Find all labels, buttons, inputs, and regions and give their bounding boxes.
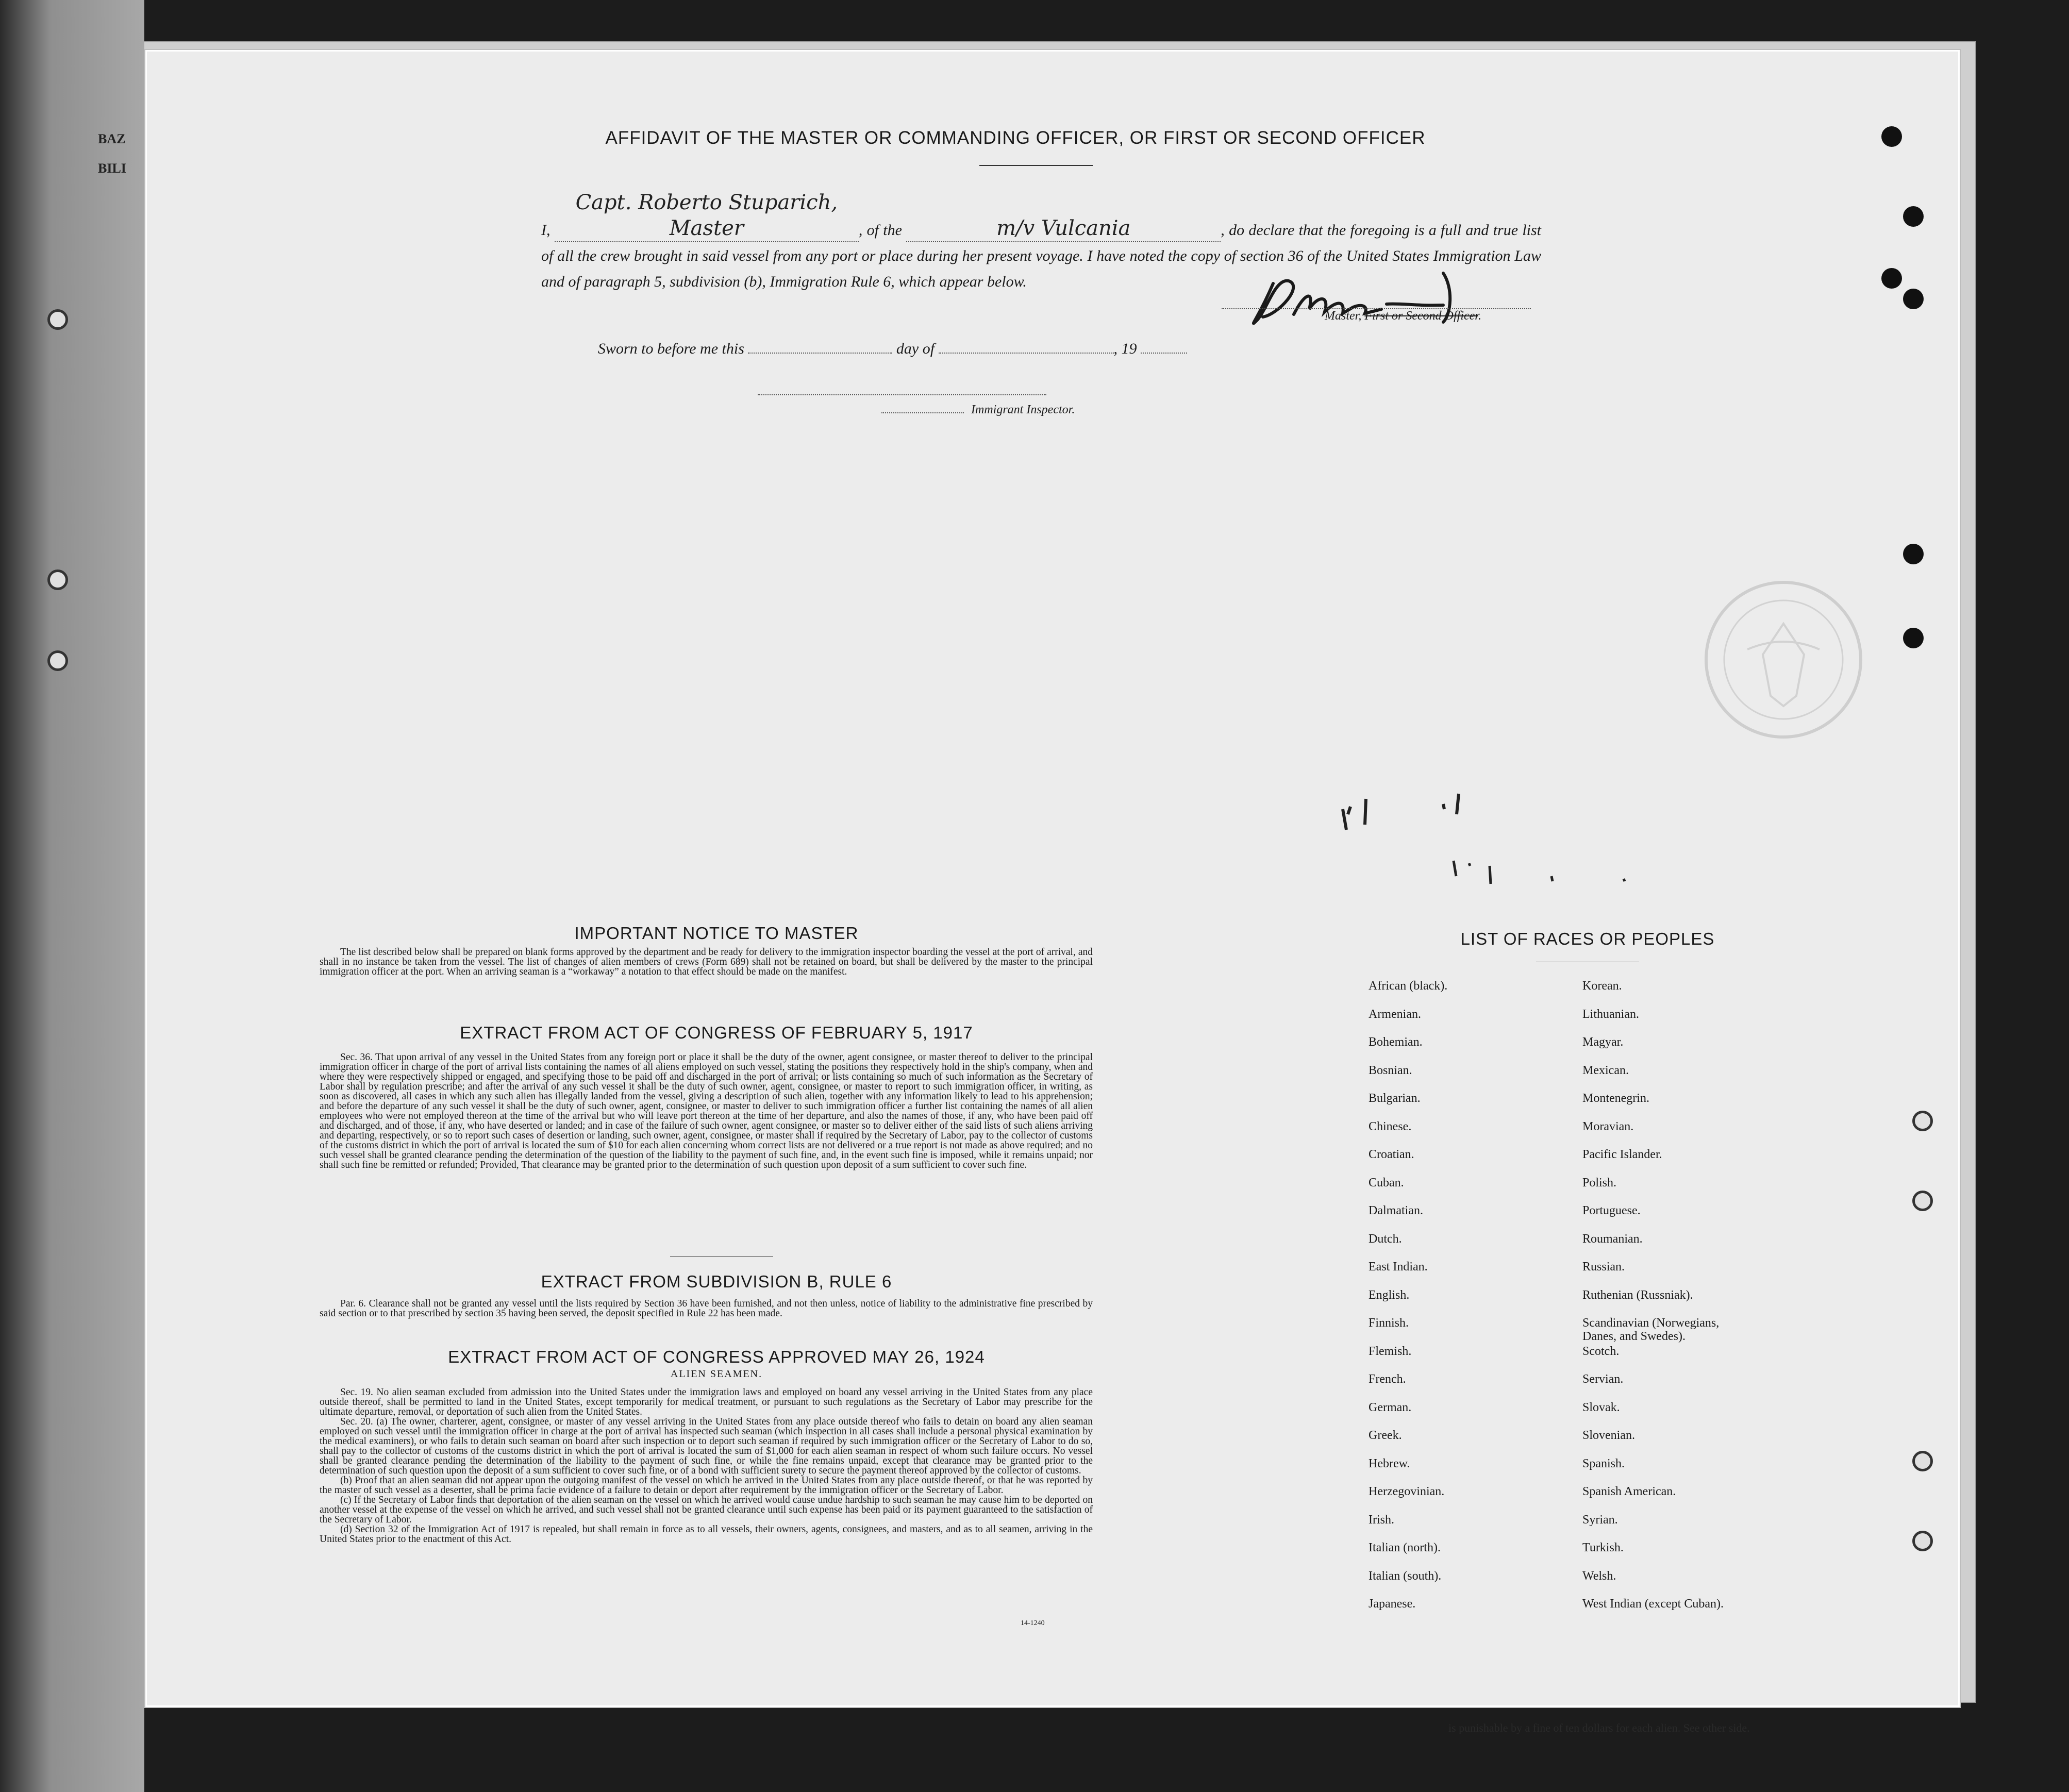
punch-hole-icon xyxy=(1912,1451,1933,1471)
section-19-paragraph: Sec. 19. No alien seaman excluded from admission into the United States under the immigration laws and employed on board any vessel arriving in the United States from any place outside thereof, shall be permitted to land in the United States, except temporarily for medical treatment, or pursuant to such regulations as the Secretary of Labor may prescribe for the ultimate departure, removal, or deportation of such alien from the United States. xyxy=(320,1387,1093,1417)
race-item: Bulgarian. xyxy=(1369,1092,1421,1105)
race-item: Spanish American. xyxy=(1582,1485,1676,1498)
race-item: Scandinavian (Norwegians, Danes, and Swedes). xyxy=(1582,1316,1720,1343)
races-column-right xyxy=(1582,979,1825,1626)
punch-hole-icon xyxy=(1912,1111,1933,1131)
race-item: Italian (south). xyxy=(1369,1569,1442,1583)
inspector-signature-line xyxy=(758,394,1046,395)
race-item: Bosnian. xyxy=(1369,1063,1412,1077)
strip-fragment: BILI xyxy=(98,161,126,176)
race-item: Turkish. xyxy=(1582,1541,1624,1554)
strip-fragment: BAZ xyxy=(98,131,126,146)
punch-hole-icon xyxy=(1903,628,1924,648)
race-item: Italian (north). xyxy=(1369,1541,1441,1554)
statement-prefix: I, xyxy=(541,222,550,239)
sworn-year-label: , 19 xyxy=(1113,340,1137,357)
race-item: Ruthenian (Russniak). xyxy=(1582,1288,1693,1302)
bottom-edge-note: is punishable by a fine of ten dollars for each alien. See other side. xyxy=(1448,1721,1750,1734)
sworn-year-blank xyxy=(1141,340,1187,354)
race-item: Japanese. xyxy=(1369,1597,1416,1611)
punch-hole-icon xyxy=(1912,1531,1933,1551)
affidavit-title: AFFIDAVIT OF THE MASTER OR COMMANDING OFFICER, OR FIRST OR SECOND OFFICER xyxy=(605,128,1426,148)
left-binding-strip xyxy=(0,0,144,1792)
race-item: Cuban. xyxy=(1369,1176,1404,1190)
race-item: German. xyxy=(1369,1400,1412,1414)
sworn-prefix: Sworn to before me this xyxy=(598,340,744,357)
race-item: Finnish. xyxy=(1369,1316,1409,1330)
punch-hole-icon xyxy=(1903,544,1924,564)
punch-hole-icon xyxy=(47,650,68,671)
inspector-label: Immigrant Inspector. xyxy=(971,403,1075,416)
section-20c-paragraph: (c) If the Secretary of Labor finds that deportation of the alien seaman on the vessel on which he arrived would cause undue hardship to such seaman he may cause him to be deported on another vessel at the expense of the vessel on which he arrived, and such vessel shall not be granted clearance until such expense has been paid or its payment guaranteed to the satisfaction of the Secretary of Labor. xyxy=(320,1495,1093,1525)
race-item: Bohemian. xyxy=(1369,1035,1423,1049)
title-rule xyxy=(979,165,1093,166)
race-item: Spanish. xyxy=(1582,1456,1625,1470)
signature-caption xyxy=(1325,309,1481,323)
sworn-month-blank xyxy=(939,340,1114,354)
race-item: Moravian. xyxy=(1582,1119,1634,1133)
race-item: English. xyxy=(1369,1288,1410,1302)
extract-1924-title: EXTRACT FROM ACT OF CONGRESS APPROVED MAY 26, 1924 xyxy=(448,1347,985,1366)
race-item: Armenian. xyxy=(1369,1007,1421,1021)
section-20b-paragraph: (b) Proof that an alien seaman did not appear upon the outgoing manifest of the vessel on which he arrived in the United States from any place outside thereof, or that he was reported by the master of such vessel as a deserter, shall be prima facie evidence of a failure to detain or deport after requirement by the immigration officer or the Secretary of Labor. xyxy=(320,1475,1093,1496)
extract-rule6-title: EXTRACT FROM SUBDIVISION B, RULE 6 xyxy=(541,1272,892,1291)
statement-end: , do declare xyxy=(1221,222,1295,239)
race-item: African (black). xyxy=(1369,979,1448,993)
punch-hole-icon xyxy=(47,570,68,590)
sworn-day-label: day of xyxy=(896,340,935,357)
stray-ink-marks xyxy=(1335,789,1634,902)
race-item: Lithuanian. xyxy=(1582,1007,1639,1021)
race-item: Slovenian. xyxy=(1582,1429,1635,1442)
races-column-left xyxy=(1369,979,1611,1626)
race-item: Herzegovinian. xyxy=(1369,1485,1445,1498)
race-item: Mexican. xyxy=(1582,1063,1629,1077)
race-item: Chinese. xyxy=(1369,1119,1412,1133)
race-item: Greek. xyxy=(1369,1429,1402,1442)
extract-1924-text xyxy=(320,1387,1093,1544)
inspector-blank xyxy=(881,412,964,413)
race-item: Korean. xyxy=(1582,979,1622,993)
caption-master: Master, xyxy=(1325,309,1362,323)
race-item: Magyar. xyxy=(1582,1035,1624,1049)
punch-hole-icon xyxy=(1881,268,1902,289)
race-item: Dalmatian. xyxy=(1369,1204,1423,1217)
race-item: Roumanian. xyxy=(1582,1232,1643,1246)
race-item: Welsh. xyxy=(1582,1569,1616,1583)
inspector-caption xyxy=(881,403,1075,417)
race-item: West Indian (except Cuban). xyxy=(1582,1597,1724,1611)
race-item: Montenegrin. xyxy=(1582,1092,1649,1105)
race-item: Hebrew. xyxy=(1369,1456,1410,1470)
embossed-seal xyxy=(1701,577,1866,742)
caption-struck-officer: First or Second Officer xyxy=(1364,309,1478,323)
extract-1917-text: Sec. 36. That upon arrival of any vessel in the United States from any foreign port or place it shall be the duty of the owner, agent consignee, or master thereof to deliver to the principal immigration officer in charge of the port of arrival lists containing the names of all aliens employed on such vessel, stating the positions they respectively hold in the ship's company, when and where they were respectively shipped or engaged, and specifying those to be paid off and discharged in the port of arrival; or lists containing so much of such information as the Secretary of Labor shall by regulation prescribe; and after the arrival of any such vessel it shall be the duty of such owner, agent, consignee, or master to report to such immigration officer, in writing, as soon as discovered, all cases in which any such alien has illegally landed from the vessel, giving a description of such alien, together with any information likely to lead to his apprehension; and before the departure of any such vessel it shall be the duty of such owner, agent, consignee, or master to deliver to such immigration officer a further list containing the names of all alien employees who were not employed thereon at the time of the arrival but who will leave port thereon at the time of her departure, and also the names of those, if any, who have been paid off and discharged, and of those, if any, who have deserted or landed; and in case of the failure of such owner, agent consignee, or master so to deliver either of the said lists of such aliens arriving and departing, respectively, or so to report such cases of desertion or landing, such owner, agent, consignee, or master shall if required by the Secretary of Labor, pay to the collector of customs of the customs district in which the port of arrival is located the sum of $10 for each alien concerning whom correct lists are not delivered or a true report is not made as above required; and no such vessel shall be granted clearance pending the determination of the question of the liability to the payment of such fine, and, in the event such fine is imposed, while it remains unpaid; nor shall such fine be remitted or refunded; Provided, That clearance may be granted prior to the determination of such question upon deposit of a sum sufficient to cover such fine. xyxy=(320,1052,1093,1170)
punch-hole-icon xyxy=(1912,1191,1933,1211)
form-number: 14-1240 xyxy=(1021,1619,1045,1627)
race-item: Russian. xyxy=(1582,1260,1625,1274)
master-signature xyxy=(1227,258,1515,335)
declarant-name: Capt. Roberto Stuparich, Master xyxy=(555,190,859,242)
race-item: East Indian. xyxy=(1369,1260,1428,1274)
race-item: French. xyxy=(1369,1372,1406,1386)
punch-hole-icon xyxy=(1903,289,1924,309)
statement-body: that the foregoing is a full and true list of all the crew brought in said vessel from any port or place during her present voyage. I have noted the copy of section 36 of the United States Immigration Law and of paragraph 5, subdivision (b), Immigration Rule 6, which appear below. xyxy=(541,222,1542,290)
race-item: Pacific Islander. xyxy=(1582,1148,1662,1161)
race-item: Slovak. xyxy=(1582,1400,1620,1414)
race-item: Polish. xyxy=(1582,1176,1617,1190)
section-20d-paragraph: (d) Section 32 of the Immigration Act of 1917 is repealed, but shall remain in force as to all vessels, their owners, agents, consignees, and masters, and as to all seamen, arriving in the United States prior to the enactment of this Act. xyxy=(320,1524,1093,1545)
punch-hole-icon xyxy=(1903,206,1924,227)
punch-hole-icon xyxy=(1881,126,1902,147)
extract-rule6-text: Par. 6. Clearance shall not be granted any vessel until the lists required by Section 36 have been furnished, and not then unless, notice of liability to the administrative fine prescribed by said section or to that prescribed by section 35 having been served, the deposit specified in Rule 22 has been made. xyxy=(320,1298,1093,1319)
sworn-day-blank xyxy=(748,340,892,354)
race-item: Portuguese. xyxy=(1582,1204,1641,1217)
punch-hole-icon xyxy=(47,309,68,330)
sworn-line xyxy=(598,340,1187,358)
extract-1924-subtitle: ALIEN SEAMEN. xyxy=(670,1368,763,1380)
race-item: Scotch. xyxy=(1582,1344,1620,1358)
notice-text: The list described below shall be prepared on blank forms approved by the department and be ready for delivery to the immigration inspector boarding the vessel at the port of arrival, and shall in no instance be taken from the vessel. The list of changes of alien members of crews (Form 689) shall not be retained on board, but shall be delivered by the master to the principal immigration officer at the port. When an arriving seaman is a “workaway” a notation to that effect should be made on the manifest. xyxy=(320,947,1093,977)
notice-title: IMPORTANT NOTICE TO MASTER xyxy=(574,924,859,943)
race-item: Irish. xyxy=(1369,1513,1394,1527)
section-20a-paragraph: Sec. 20. (a) The owner, charterer, agent, consignee, or master of any vessel arriving in the United States from any place outside thereof who fails to detain on board any alien seaman employed on such vessel until the immigration officer in charge at the port of arrival has inspected such seaman (which inspection in all cases shall include a personal physical examination by the medical examiners), or who fails to detain such seaman on board after such inspection or to deport such seaman if required by such immigration officer or the Secretary of Labor to do so, shall pay to the collector of customs of the customs district in which the port of arrival is located the sum of $1,000 for each alien seaman in respect of whom such failure occurs. No vessel shall be granted clearance pending the determination of the liability to the payment of such fine, or while the fine remains unpaid, except that clearance may be granted prior to the determination of such question upon the deposit of a sum sufficient to cover such fine, or of a bond with sufficient surety to secure the payment thereof approved by the collector of customs. xyxy=(320,1416,1093,1476)
race-item: Servian. xyxy=(1582,1372,1624,1386)
vessel-name: m/v Vulcania xyxy=(906,215,1221,242)
race-item: Dutch. xyxy=(1369,1232,1402,1246)
caption-end: . xyxy=(1478,309,1481,323)
race-item: Syrian. xyxy=(1582,1513,1618,1527)
race-item: Croatian. xyxy=(1369,1148,1414,1161)
signature-line xyxy=(1222,308,1531,309)
races-title: LIST OF RACES OR PEOPLES xyxy=(1460,929,1715,948)
race-item: Flemish. xyxy=(1369,1344,1412,1358)
statement-mid: , of the xyxy=(858,222,902,239)
extract-1917-title: EXTRACT FROM ACT OF CONGRESS OF FEBRUARY 5, 1917 xyxy=(460,1023,973,1042)
